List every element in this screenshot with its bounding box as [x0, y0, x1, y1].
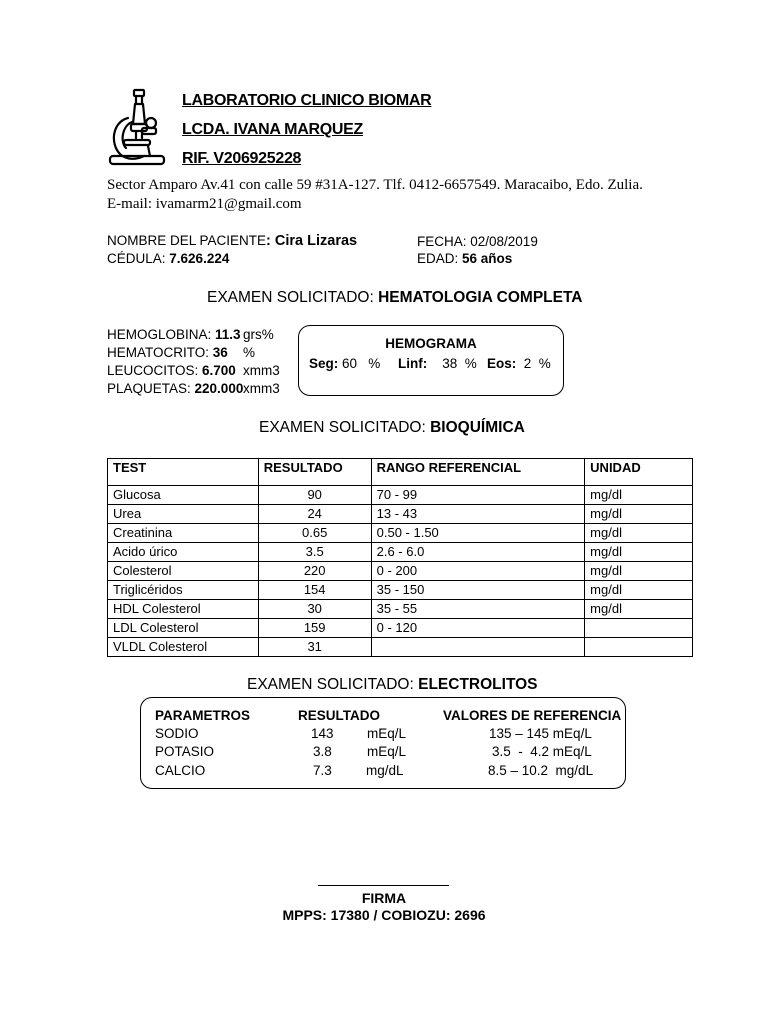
hemograma-eos: Eos: 2 %	[487, 356, 551, 371]
header-reference: VALORES DE REFERENCIA	[443, 708, 622, 723]
signature-line	[318, 885, 449, 886]
leukocytes-row: LEUCOCITOS: 6.700 xmm3	[107, 363, 280, 378]
header-unit: UNIDAD	[585, 459, 693, 486]
signature-credentials: MPPS: 17380 / COBIOZU: 2696	[282, 907, 486, 923]
electrolytes-title	[247, 676, 538, 694]
patient-age-label: EDAD:	[417, 251, 463, 266]
header-result: RESULTADO	[258, 459, 371, 486]
patient-age	[417, 251, 512, 266]
exam-name: BIOQUÍMICA	[430, 419, 525, 436]
lab-name: LABORATORIO CLINICO BIOMAR	[182, 92, 432, 109]
table-row: Triglicéridos 154 35 - 150 mg/dl	[108, 581, 693, 600]
signature-label: FIRMA	[361, 890, 407, 906]
patient-id-label: CÉDULA:	[107, 251, 170, 266]
microscope-icon	[106, 88, 170, 168]
microscope-logo	[106, 88, 170, 168]
header-range: RANGO REFERENCIAL	[371, 459, 585, 486]
table-row: Creatinina 0.65 0.50 - 1.50 mg/dl	[108, 524, 693, 543]
table-row: Urea 24 13 - 43 mg/dl	[108, 505, 693, 524]
platelets-row: PLAQUETAS: 220.000 xmm3	[107, 381, 280, 396]
biochemistry-title	[259, 419, 525, 437]
exam-name: HEMATOLOGIA COMPLETA	[378, 289, 583, 306]
header-parameters: PARAMETROS	[155, 708, 251, 723]
lab-address: Sector Amparo Av.41 con calle 59 #31A-127. Tlf. 0412-6657549. Maracaibo, Edo. Zulia.	[107, 177, 643, 193]
exam-label: EXAMEN SOLICITADO:	[247, 676, 419, 693]
hematology-values	[107, 326, 287, 398]
patient-id-value: 7.626.224	[169, 251, 230, 266]
hematocrit-row: HEMATOCRITO: 36 %	[107, 345, 256, 360]
hemograma-box	[298, 325, 564, 396]
lab-rif: RIF. V206925228	[182, 150, 302, 167]
header-test: TEST	[108, 459, 259, 486]
hemoglobin-row: HEMOGLOBINA: 11.3 grs%	[107, 327, 274, 342]
table-row: Acido úrico 3.5 2.6 - 6.0 mg/dl	[108, 543, 693, 562]
biochemistry-table	[107, 458, 693, 657]
lab-director: LCDA. IVANA MARQUEZ	[182, 121, 363, 138]
hematology-title	[207, 289, 582, 307]
table-row: HDL Colesterol 30 35 - 55 mg/dl	[108, 600, 693, 619]
hemograma-title: HEMOGRAMA	[385, 336, 477, 351]
table-row: VLDL Colesterol 31	[108, 638, 693, 657]
table-row: LDL Colesterol 159 0 - 120	[108, 619, 693, 638]
lab-email: E-mail: ivamarm21@gmail.com	[107, 196, 302, 212]
patient-name	[107, 233, 357, 249]
patient-name-label: NOMBRE DEL PACIENTE	[107, 233, 267, 248]
table-row: Colesterol 220 0 - 200 mg/dl	[108, 562, 693, 581]
exam-label: EXAMEN SOLICITADO:	[207, 289, 379, 306]
table-header-row	[108, 459, 693, 486]
table-row: Glucosa 90 70 - 99 mg/dl	[108, 486, 693, 505]
hemograma-seg: Seg: 60 %	[309, 356, 381, 371]
report-date: FECHA: 02/08/2019	[417, 234, 538, 249]
patient-name-value: : Cira Lizaras	[266, 233, 358, 249]
electrolytes-box: PARAMETROS RESULTADO VALORES DE REFERENCIA SODIO 143 mEq/L 135 – 145 mEq/L POTASIO 3.8 mEq/L 3.5 - 4.2 mEq/L CALCIO 7.3 mg/dL 8.5 – 10.2 mg/dL	[140, 697, 626, 789]
patient-id	[107, 251, 229, 266]
patient-age-value: 56 años	[462, 251, 513, 266]
exam-name: ELECTROLITOS	[418, 676, 538, 693]
header-result: RESULTADO	[298, 708, 380, 723]
exam-label: EXAMEN SOLICITADO:	[259, 419, 431, 436]
hemograma-linf: Linf: 38 %	[398, 356, 477, 371]
